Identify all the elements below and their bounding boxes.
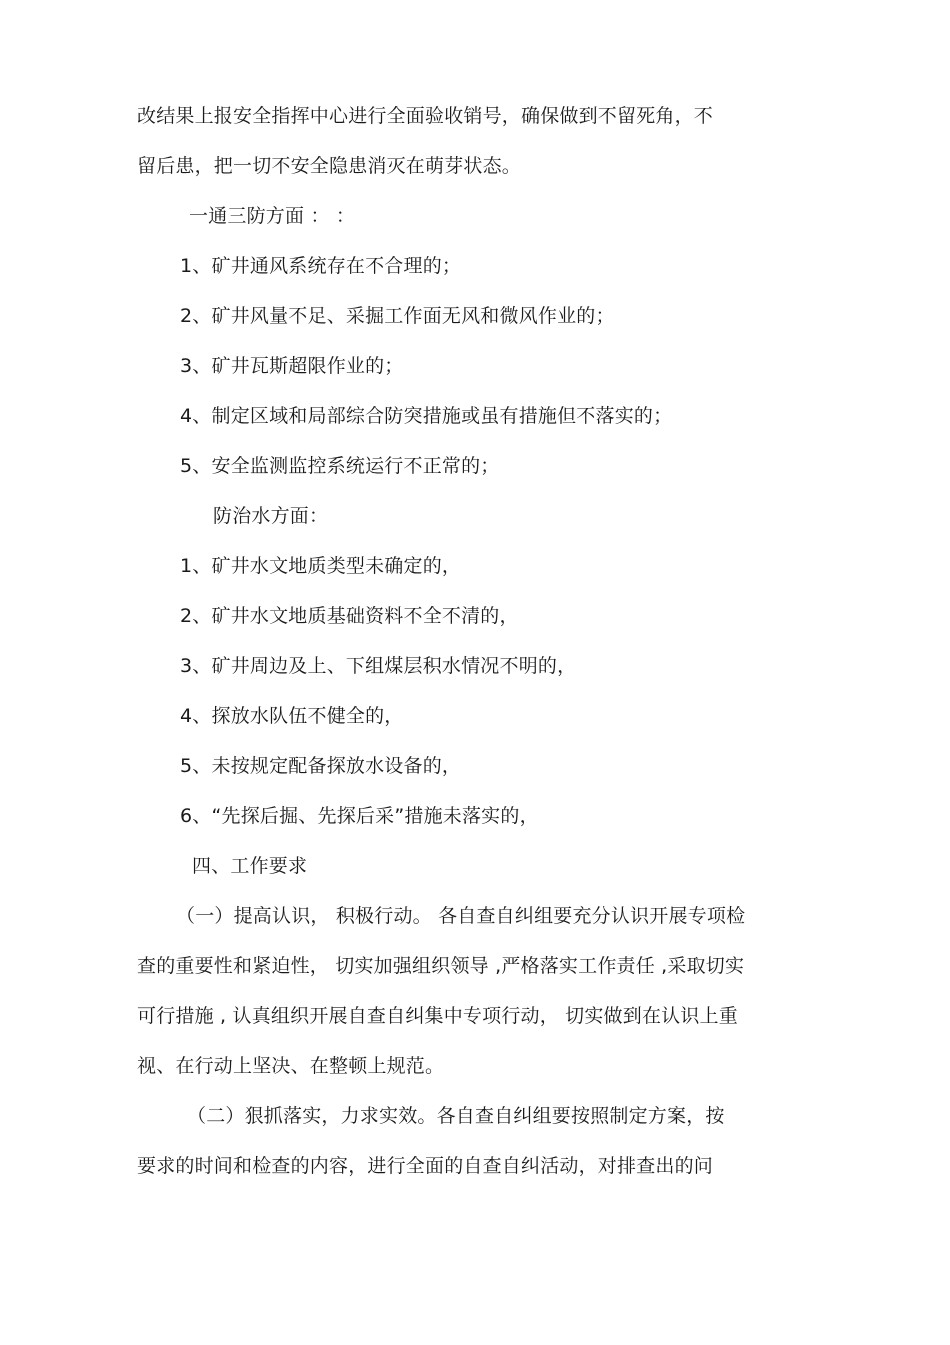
list-item: 1、矿井水文地质类型未确定的， xyxy=(180,555,462,577)
paragraph-line: 要求的时间和检查的内容，进行全面的自查自纠活动，对排查出的问 xyxy=(137,1155,714,1177)
paragraph-line: （二）狠抓落实，力求实效。各自查自纠组要按照制定方案，按 xyxy=(187,1105,725,1127)
list-item: 4、制定区域和局部综合防突措施或虽有措施但不落实的； xyxy=(180,405,673,427)
list-item: 3、矿井瓦斯超限作业的； xyxy=(180,355,404,377)
list-item: 2、矿井风量不足、采掘工作面无风和微风作业的； xyxy=(180,305,615,327)
list-item: 1、矿井通风系统存在不合理的； xyxy=(180,255,462,277)
list-item: 2、矿井水文地质基础资料不全不清的， xyxy=(180,605,519,627)
paragraph-line: 留后患，把一切不安全隐患消灭在萌芽状态。 xyxy=(137,155,522,177)
paragraph-line: （一）提高认识， 积极行动。 各自查自纠组要充分认识开展专项检 xyxy=(176,905,746,927)
section-heading: 防治水方面： xyxy=(213,505,329,527)
section-heading: 四、工作要求 xyxy=(192,855,308,877)
list-item: 5、未按规定配备探放水设备的， xyxy=(180,755,462,777)
section-heading: 一通三防方面 ： ： xyxy=(189,205,356,227)
paragraph-line: 查的重要性和紧迫性， 切实加强组织领导 ,严格落实工作责任 ,采取切实 xyxy=(137,955,745,977)
paragraph-line: 改结果上报安全指挥中心进行全面验收销号，确保做到不留死角，不 xyxy=(137,105,714,127)
list-item: 4、探放水队伍不健全的， xyxy=(180,705,404,727)
paragraph-line: 可行措施 , 认真组织开展自查自纠集中专项行动， 切实做到在认识上重 xyxy=(137,1005,738,1027)
list-item: 5、安全监测监控系统运行不正常的； xyxy=(180,455,500,477)
list-item: 3、矿井周边及上、下组煤层积水情况不明的， xyxy=(180,655,577,677)
list-item: 6、“先探后掘、先探后采”措施未落实的， xyxy=(180,805,539,827)
paragraph-line: 视、在行动上坚决、在整顿上规范。 xyxy=(137,1055,445,1077)
